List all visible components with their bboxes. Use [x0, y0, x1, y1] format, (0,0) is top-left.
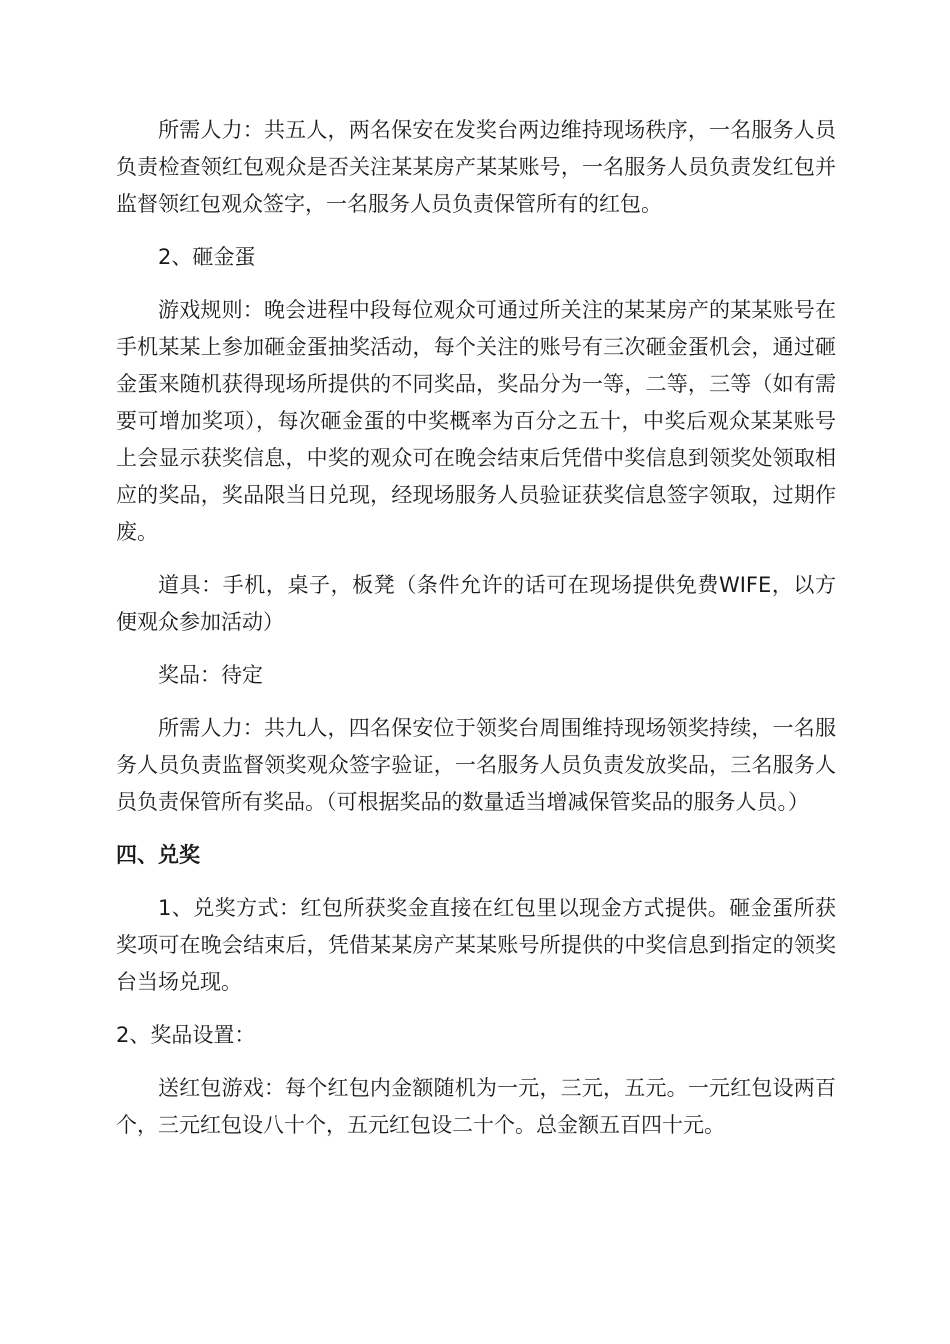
- prize-settings-heading: 2、奖品设置：: [116, 1023, 256, 1047]
- redemption-method-paragraph: 1、兑奖方式：红包所获奖金直接在红包里以现金方式提供。砸金蛋所获奖项可在晚会结束后，凭借某某房产某某账号所提供的中奖信息到指定的领奖台当场兑现。: [116, 896, 836, 994]
- game-rules-paragraph: 游戏规则：晚会进程中段每位观众可通过所关注的某某房产的某某账号在手机某某上参加砸金蛋抽奖活动，每个关注的账号有三次砸金蛋机会，通过砸金蛋来随机获得现场所提供的不同奖品，奖品分为一等，二等，三等（如有需要可增加奖项），每次砸金蛋的中奖概率为百分之五十，中奖后观众某某账号上会显示获奖信息，中奖的观众可在晚会结束后凭借中奖信息到领奖处领取相应的奖品，奖品限当日兑现，经现场服务人员验证获奖信息签字领取，过期作废。: [116, 298, 836, 544]
- section-smash-golden-egg: 2、砸金蛋: [158, 245, 256, 269]
- staffing-paragraph-red-envelope: 所需人力：共五人，两名保安在发奖台两边维持现场秩序，一名服务人员负责检查领红包观众是否关注某某房产某某账号，一名服务人员负责发红包并监督领红包观众签字，一名服务人员负责保管所有的红包。: [116, 118, 836, 216]
- props-paragraph: 道具：手机，桌子，板凳（条件允许的话可在现场提供免费WIFE，以方便观众参加活动）: [116, 573, 836, 634]
- document-body: [116, 112, 836, 1144]
- section-heading-redemption: 四、兑奖: [116, 843, 200, 867]
- red-envelope-prize-paragraph: 送红包游戏：每个红包内金额随机为一元，三元，五元。一元红包设两百个，三元红包设八十个，五元红包设二十个。总金额五百四十元。: [116, 1076, 836, 1137]
- staffing-paragraph-golden-egg: 所需人力：共九人，四名保安位于领奖台周围维持现场领奖持续，一名服务人员负责监督领奖观众签字验证，一名服务人员负责发放奖品，三名服务人员负责保管所有奖品。（可根据奖品的数量适当增减保管奖品的服务人员。）: [116, 716, 836, 814]
- prizes-paragraph: 奖品：待定: [158, 663, 263, 687]
